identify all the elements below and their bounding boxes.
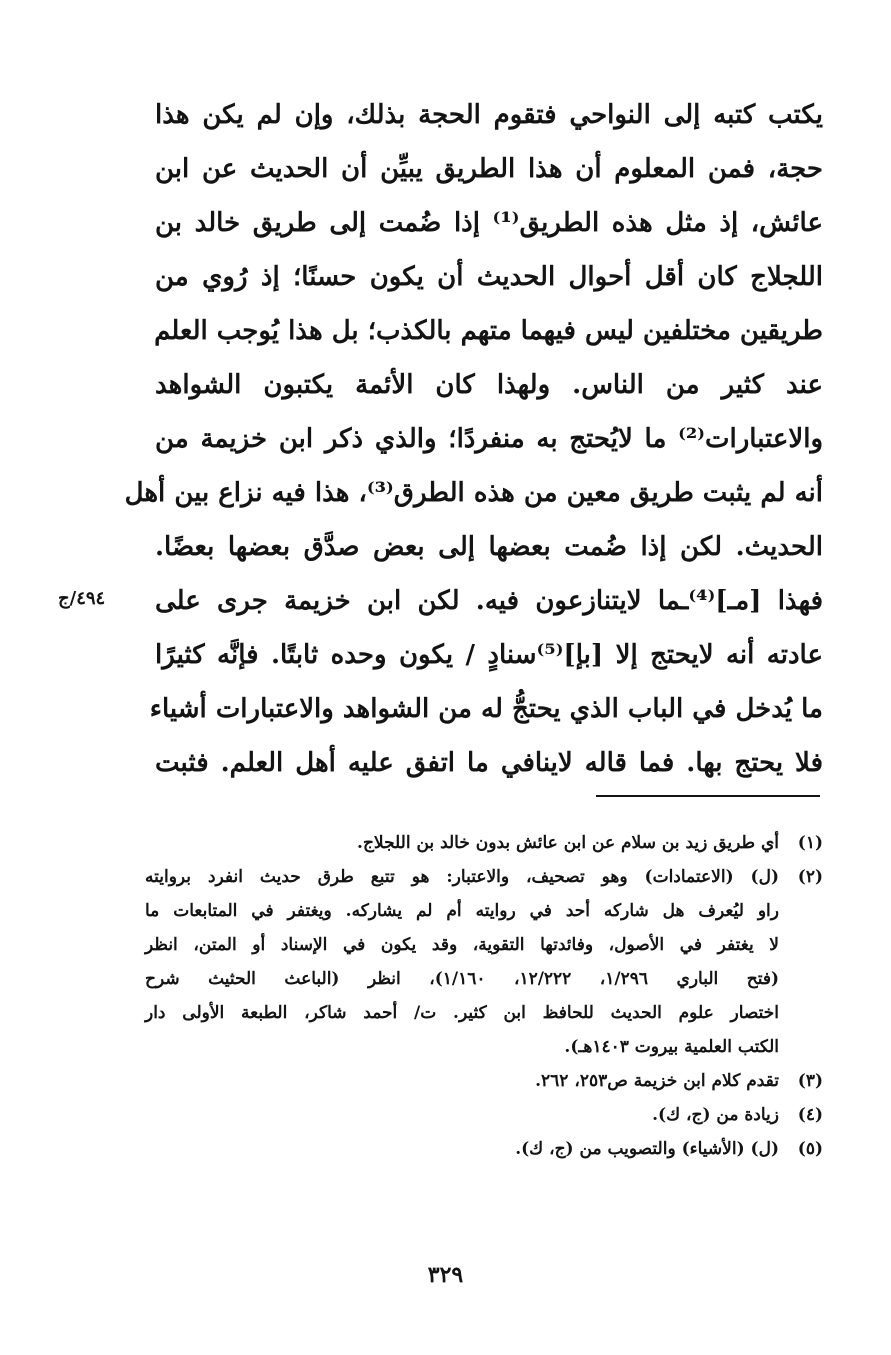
main-text-line-9: الحديث. لكن إذا ضُمت بعضها إلى بعض صدَّق بعضها بعضًا. bbox=[155, 532, 823, 562]
footnote-text-line: اختصار علوم الحديث للحافظ ابن كثير. ت/ أحمد شاكر، الطبعة الأولى دار bbox=[145, 1003, 779, 1023]
main-text-line-11: عادته أنه لايحتج إلا [بإ]⁽⁵⁾سنادٍ / يكون وحده ثابتًا. فإنَّه كثيرًا bbox=[155, 640, 823, 670]
main-text-line-4: اللجلاج كان أقل أحوال الحديث أن يكون حسنًا؛ إذ رُوي من bbox=[155, 262, 823, 292]
main-text-line-8: أنه لم يثبت طريق معين من هذه الطرق⁽³⁾، هذا فيه نزاع بين أهل bbox=[124, 478, 823, 508]
footnote-5 bbox=[145, 1132, 823, 1166]
footnote-text-line: أي طريق زيد بن سلام عن ابن عائش بدون خالد بن اللجلاج. bbox=[357, 833, 779, 853]
footnote-number: (٥) bbox=[797, 1139, 823, 1159]
footnote-2 bbox=[145, 860, 823, 1064]
main-text-line-6: عند كثير من الناس. ولهذا كان الأئمة يكتبون الشواهد bbox=[155, 370, 823, 400]
footnote-text-line: (فتح الباري ١/٢٩٦، ١٢/٢٢٢، ١/١٦٠)، انظر (الباعث الحثيث شرح bbox=[145, 969, 779, 989]
footnote-text-line: زيادة من (ج، ك). bbox=[652, 1105, 779, 1125]
page-number: ٣٢٩ bbox=[427, 1262, 464, 1288]
footnote-text-line: (ل) (الاعتمادات) وهو تصحيف، والاعتبار: هو تتبع طرق حديث انفرد بروايته bbox=[145, 867, 779, 887]
main-text-line-5: طريقين مختلفين ليس فيهما متهم بالكذب؛ بل هذا يُوجب العلم bbox=[154, 316, 823, 346]
main-text-line-7: والاعتبارات⁽²⁾ ما لايُحتج به منفردًا؛ والذي ذكر ابن خزيمة من bbox=[155, 424, 823, 454]
footnote-number: (٢) bbox=[797, 867, 823, 887]
footnote-text-line: لا يغتفر في الأصول، وفائدتها التقوية، وقد يكون في الإسناد أو المتن، انظر bbox=[145, 935, 779, 955]
main-text-line-2: حجة، فمن المعلوم أن هذا الطريق يبيِّن أن الحديث عن ابن bbox=[155, 154, 823, 184]
footnote-number: (١) bbox=[797, 833, 823, 853]
main-text-line-12: ما يُدخل في الباب الذي يحتجُّ له من الشواهد والاعتبارات أشياء bbox=[149, 694, 823, 724]
footnote-text-line: الكتب العلمية بيروت ١٤٠٣هـ). bbox=[564, 1037, 779, 1057]
main-text-block bbox=[124, 88, 823, 790]
footnote-1 bbox=[145, 826, 823, 860]
footnote-number: (٤) bbox=[797, 1105, 823, 1125]
footnote-separator bbox=[596, 795, 820, 797]
main-text-line-3: عائش، إذ مثل هذه الطريق⁽¹⁾ إذا ضُمت إلى طريق خالد بن bbox=[155, 208, 823, 238]
footnote-number: (٣) bbox=[797, 1071, 823, 1091]
main-text-line-1: يكتب كتبه إلى النواحي فتقوم الحجة بذلك، وإن لم يكن هذا bbox=[155, 100, 823, 130]
main-text-line-13: فلا يحتج بها. فما قاله لاينافي ما اتفق عليه أهل العلم. فثبت bbox=[155, 748, 823, 778]
footnote-text-line: (ل) (الأشياء) والتصويب من (ج، ك). bbox=[515, 1139, 779, 1159]
footnote-4 bbox=[145, 1098, 823, 1132]
footnote-text-line: تقدم كلام ابن خزيمة ص٢٥٣، ٢٦٢. bbox=[535, 1071, 779, 1091]
margin-manuscript-reference: ٤٩٤/ج bbox=[58, 588, 106, 609]
footnote-text-line: راو ليُعرف هل شاركه أحد في روايته أم لم يشاركه. ويغتفر في المتابعات ما bbox=[145, 901, 779, 921]
footnotes-block bbox=[145, 826, 823, 1166]
main-text-line-10: فهذا [مـ]⁽⁴⁾ـما لايتنازعون فيه. لكن ابن خزيمة جرى على bbox=[155, 586, 823, 616]
footnote-3 bbox=[145, 1064, 823, 1098]
